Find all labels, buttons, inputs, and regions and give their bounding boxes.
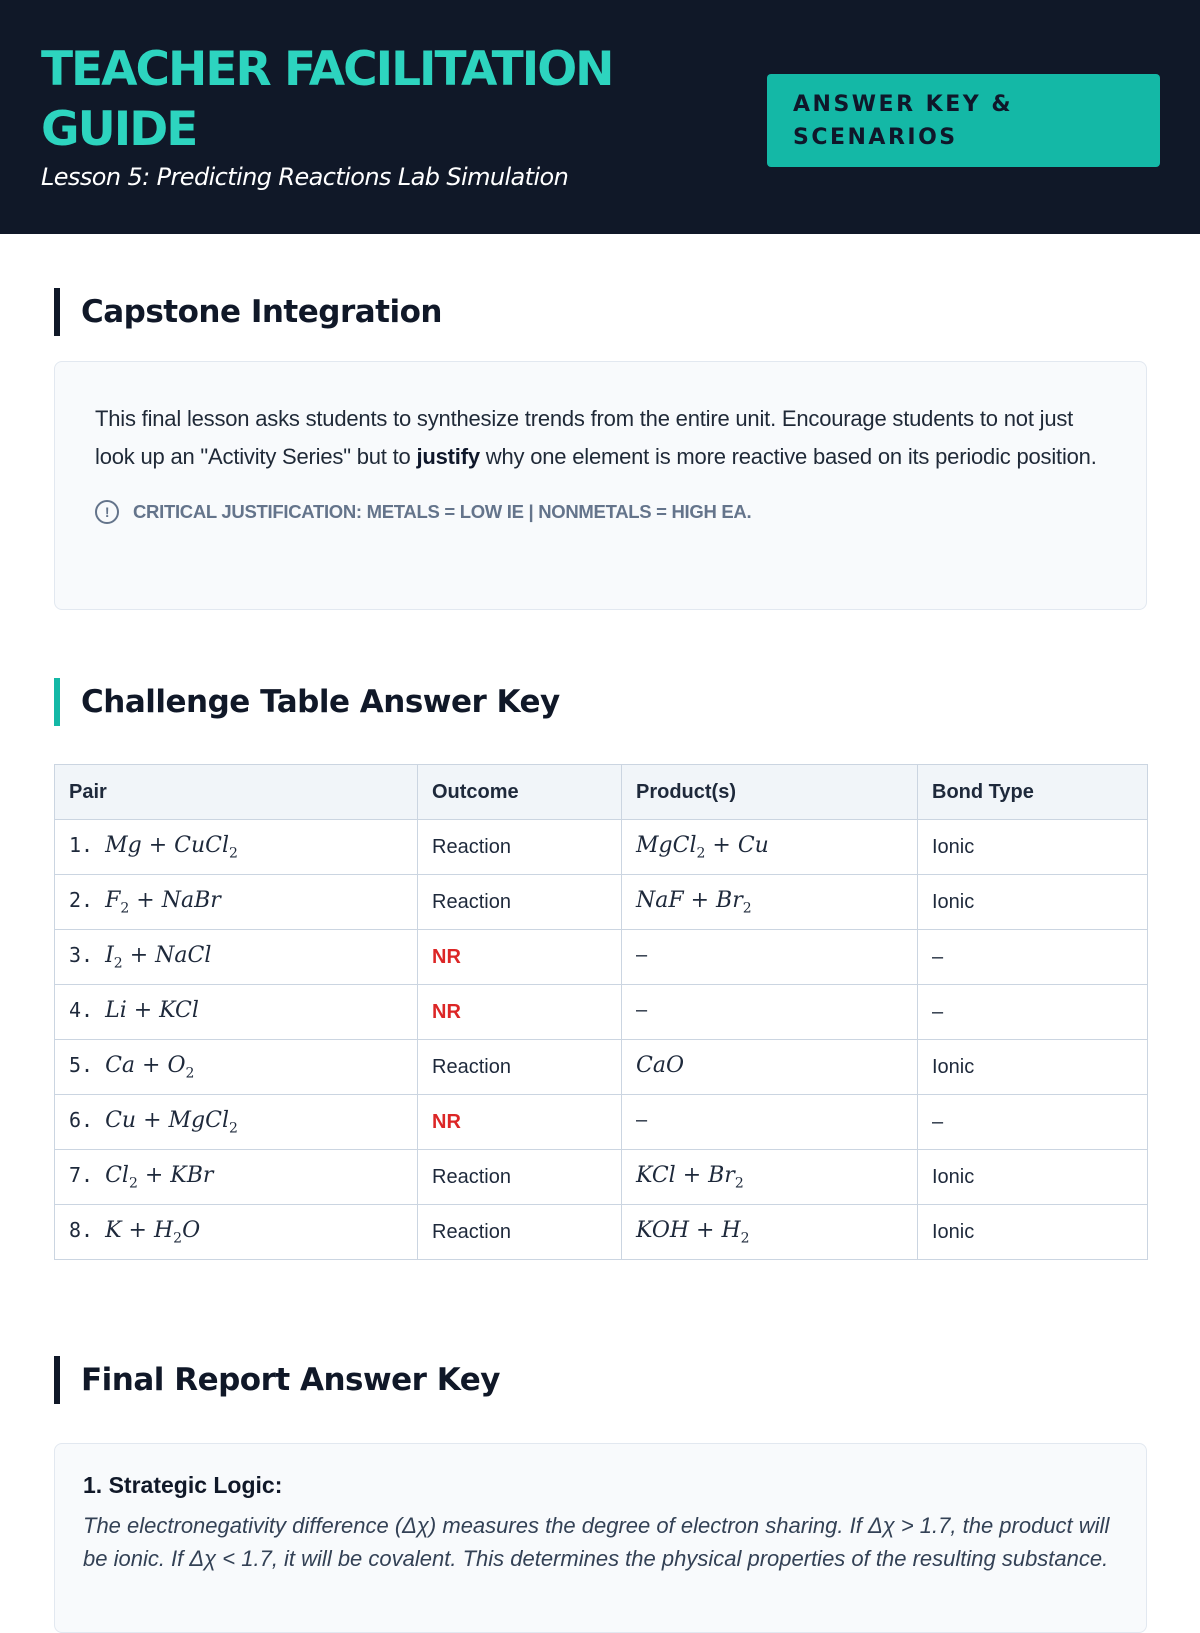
table-row	[55, 985, 1148, 1040]
table-row	[55, 875, 1148, 930]
challenge-answer-table	[54, 764, 1148, 1260]
reactant-pair	[105, 1162, 214, 1192]
cell-pair	[55, 985, 418, 1040]
table-row	[55, 1095, 1148, 1150]
row-number: 2.	[69, 887, 94, 912]
product-formula	[636, 1217, 750, 1247]
cell-products	[622, 875, 918, 930]
cell-bond-type: Ionic	[918, 1205, 1148, 1260]
outcome-value: NR	[432, 1110, 461, 1133]
product-formula	[636, 1053, 684, 1078]
capstone-heading: Capstone Integration	[54, 288, 442, 336]
product-part-a: –	[636, 998, 648, 1021]
product-part-a: –	[636, 1108, 648, 1131]
cell-outcome	[418, 1150, 622, 1205]
product-part-a: –	[636, 943, 648, 966]
cell-pair	[55, 930, 418, 985]
cell-products	[622, 1205, 918, 1260]
product-subscript: 2	[696, 845, 706, 862]
pair-subscript: 2	[229, 1120, 238, 1137]
pair-subscript: 2	[185, 1065, 195, 1082]
table-row	[55, 1150, 1148, 1205]
pair-subscript: 2	[128, 1175, 138, 1192]
capstone-text-emphasis: justify	[416, 444, 480, 469]
cell-pair	[55, 875, 418, 930]
alert-circle-icon: !	[95, 500, 119, 524]
outcome-value: Reaction	[432, 1055, 511, 1078]
reactant-pair	[105, 1107, 238, 1137]
row-number: 4.	[69, 997, 94, 1022]
pair-subscript: 2	[120, 900, 130, 917]
cell-bond-type: Ionic	[918, 875, 1148, 930]
cell-outcome	[418, 1040, 622, 1095]
pair-part-b: + KBr	[137, 1162, 214, 1188]
cell-pair	[55, 1150, 418, 1205]
pair-part-a: I	[105, 942, 114, 968]
cell-products	[622, 930, 918, 985]
row-number: 8.	[69, 1217, 94, 1242]
row-number: 7.	[69, 1162, 94, 1187]
cell-outcome	[418, 875, 622, 930]
report-heading: Final Report Answer Key	[54, 1356, 500, 1404]
table-row	[55, 820, 1148, 875]
page-title: TEACHER FACILITATION GUIDE	[41, 42, 613, 157]
badge-line-1: ANSWER KEY &	[793, 92, 1014, 117]
reactant-pair	[105, 832, 238, 862]
col-header-products: Product(s)	[622, 765, 918, 820]
challenge-heading: Challenge Table Answer Key	[54, 678, 560, 726]
reactant-pair	[105, 887, 221, 917]
product-formula	[636, 1109, 647, 1131]
product-part-a: NaF + Br	[636, 887, 743, 913]
capstone-card	[54, 361, 1147, 610]
product-subscript: 2	[734, 1175, 744, 1192]
report-card	[54, 1443, 1147, 1633]
cell-pair	[55, 1205, 418, 1260]
strategic-logic-label: 1. Strategic Logic:	[83, 1472, 283, 1498]
pair-part-a: K + H	[105, 1217, 174, 1243]
cell-products	[622, 1095, 918, 1150]
col-header-bond-type: Bond Type	[918, 765, 1148, 820]
cell-bond-type: –	[918, 930, 1148, 985]
capstone-text-end: why one element is more reactive based on its periodic position.	[479, 444, 1097, 469]
pair-part-a: F	[105, 887, 121, 913]
product-part-b: + Cu	[705, 832, 769, 858]
reactant-pair	[105, 1052, 195, 1082]
product-subscript: 2	[740, 1230, 750, 1247]
pair-part-b: O	[182, 1217, 201, 1243]
cell-bond-type: Ionic	[918, 1040, 1148, 1095]
cell-outcome	[418, 985, 622, 1040]
row-number: 3.	[69, 942, 94, 967]
capstone-text	[95, 400, 1106, 476]
cell-outcome	[418, 1205, 622, 1260]
cell-outcome	[418, 820, 622, 875]
cell-pair	[55, 1095, 418, 1150]
product-formula	[636, 1162, 744, 1192]
product-part-a: KOH + H	[636, 1217, 741, 1243]
col-header-outcome: Outcome	[418, 765, 622, 820]
cell-bond-type: –	[918, 1095, 1148, 1150]
cell-outcome	[418, 930, 622, 985]
product-formula	[636, 832, 769, 862]
pair-subscript: 2	[229, 845, 238, 862]
row-number: 5.	[69, 1052, 94, 1077]
outcome-value: Reaction	[432, 890, 511, 913]
col-header-pair: Pair	[55, 765, 418, 820]
cell-products	[622, 820, 918, 875]
outcome-value: Reaction	[432, 835, 511, 858]
pair-part-a: Ca + O	[105, 1052, 186, 1078]
critical-note: CRITICAL JUSTIFICATION: METALS = LOW IE | NONMETALS = HIGH EA.	[133, 501, 752, 522]
cell-outcome	[418, 1095, 622, 1150]
reactant-pair	[105, 998, 199, 1023]
product-part-a: CaO	[636, 1052, 684, 1078]
cell-bond-type: Ionic	[918, 820, 1148, 875]
pair-part-b: + NaBr	[129, 887, 221, 913]
answer-key-badge	[767, 74, 1160, 167]
product-formula	[636, 999, 647, 1021]
page-header	[0, 0, 1200, 234]
outcome-value: Reaction	[432, 1220, 511, 1243]
table-row	[55, 1205, 1148, 1260]
critical-justification	[95, 500, 1106, 524]
cell-products	[622, 985, 918, 1040]
cell-pair	[55, 820, 418, 875]
outcome-value: NR	[432, 945, 461, 968]
table-row	[55, 1040, 1148, 1095]
lesson-subtitle: Lesson 5: Predicting Reactions Lab Simulation	[41, 163, 569, 191]
reactant-pair	[105, 942, 212, 972]
product-formula	[636, 887, 752, 917]
pair-part-a: Cu + MgCl	[105, 1107, 229, 1133]
pair-part-a: Cl	[105, 1162, 129, 1188]
row-number: 1.	[69, 832, 94, 857]
outcome-value: NR	[432, 1000, 461, 1023]
cell-products	[622, 1040, 918, 1095]
capstone-text-start: This final lesson asks students to synthesize trends from the entire unit. Encourage students to not just look up an "Activity Series" but to	[95, 406, 1074, 469]
cell-products	[622, 1150, 918, 1205]
pair-part-b: + NaCl	[122, 942, 212, 968]
cell-pair	[55, 1040, 418, 1095]
product-part-a: MgCl	[636, 832, 697, 858]
pair-subscript: 2	[113, 955, 123, 972]
product-part-a: KCl + Br	[636, 1162, 735, 1188]
pair-part-a: Mg + CuCl	[105, 832, 229, 858]
pair-part-a: Li + KCl	[105, 997, 199, 1023]
outcome-value: Reaction	[432, 1165, 511, 1188]
product-formula	[636, 944, 647, 966]
table-row	[55, 930, 1148, 985]
strategic-logic-text: The electronegativity difference (Δχ) measures the degree of electron sharing. If Δχ > 1.7, the product will be ionic. If Δχ < 1.7, it will be covalent. This determines the physical properties of the resulting substance.	[83, 1513, 1110, 1571]
cell-bond-type: –	[918, 985, 1148, 1040]
table-header-row	[55, 765, 1148, 820]
product-subscript: 2	[742, 900, 752, 917]
reactant-pair	[105, 1217, 201, 1247]
cell-bond-type: Ionic	[918, 1150, 1148, 1205]
badge-line-2: SCENARIOS	[793, 125, 958, 150]
row-number: 6.	[69, 1107, 94, 1132]
pair-subscript: 2	[173, 1230, 183, 1247]
